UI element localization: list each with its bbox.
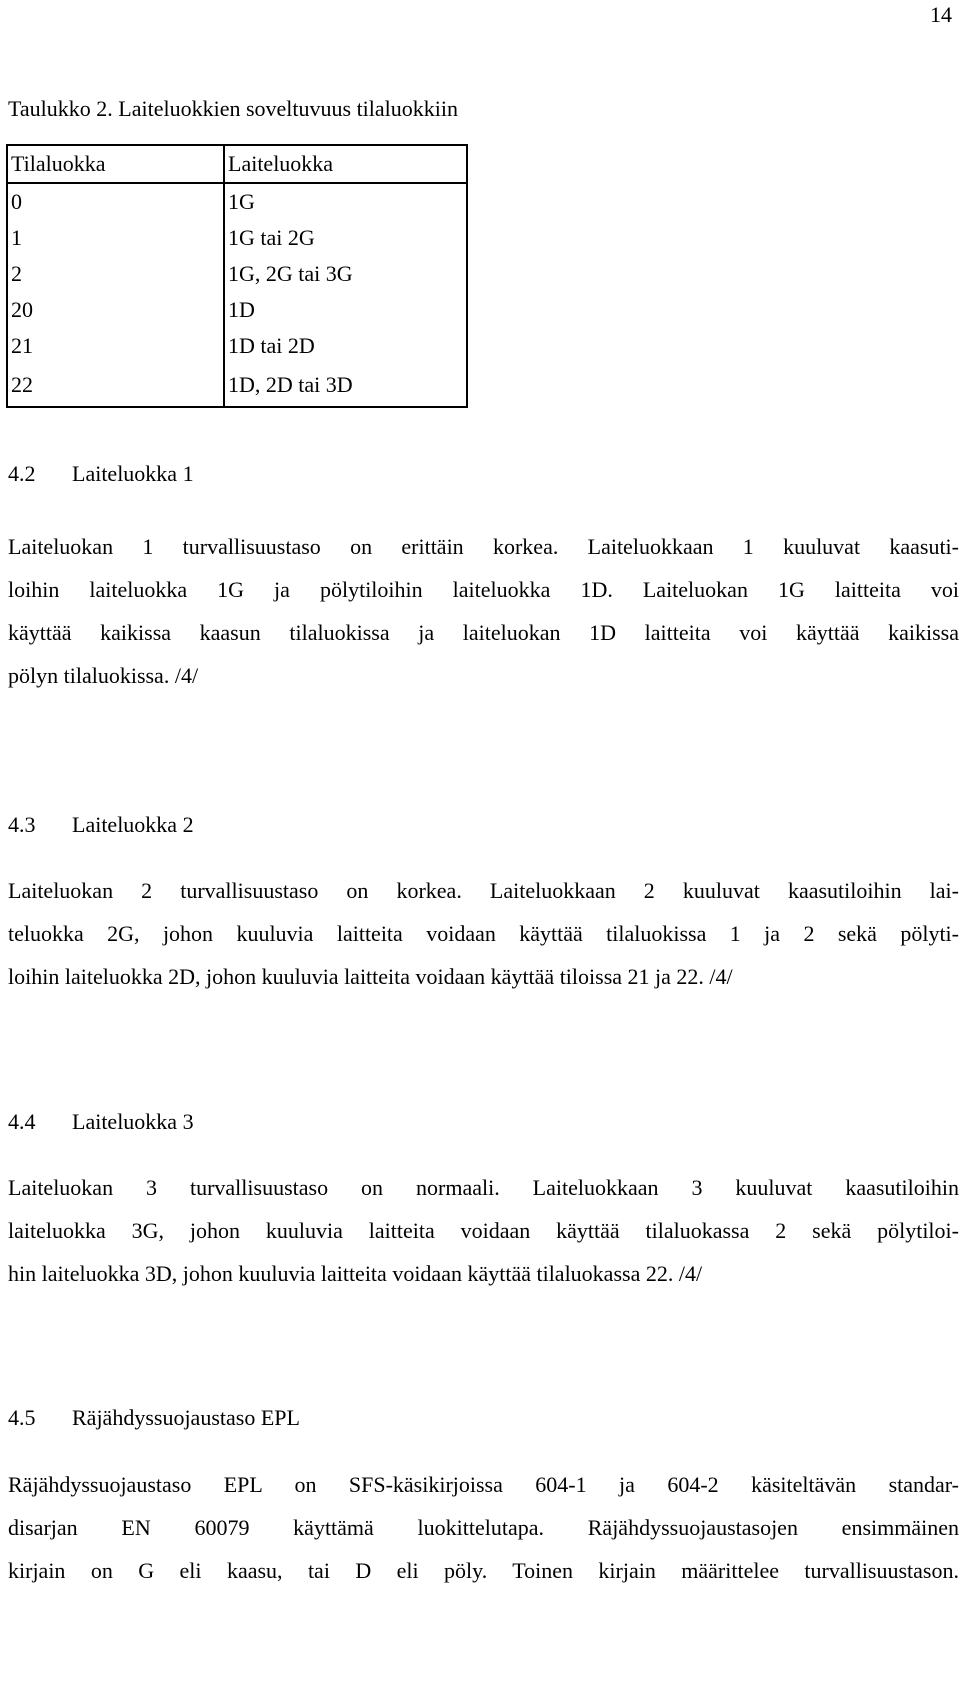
paragraph-line: hin laiteluokka 3D, johon kuuluvia laitteita voidaan käyttää tilaluokassa 22. /4/ [8,1261,703,1286]
table-row [7,183,467,220]
section-heading-4-2 [8,460,194,488]
paragraph-line: Räjähdyssuojaustaso EPL on SFS-käsikirjoissa 604-1 ja 604-2 käsiteltävän standar- [8,1472,959,1497]
table-row [7,292,467,328]
table-cell: 1D [228,297,255,322]
table-row [7,220,467,256]
table-header-row [7,145,467,183]
table-caption: Taulukko 2. Laiteluokkien soveltuvuus tilaluokkiin [8,96,459,121]
page-number: 14 [930,2,952,27]
section-heading-4-3 [8,811,194,839]
section-number: 4.4 [8,1109,36,1134]
table-header-cell: Tilaluokka [7,145,224,183]
table-row [7,328,467,364]
section-paragraph-4-3 [8,869,959,998]
section-heading-4-5 [8,1404,300,1432]
paragraph-line: kirjain on G eli kaasu, tai D eli pöly. Toinen kirjain määrittelee turvallisuustason. [8,1558,959,1583]
section-number: 4.2 [8,461,36,486]
paragraph-line: teluokka 2G, johon kuuluvia laitteita voidaan käyttää tilaluokissa 1 ja 2 sekä pölyti- [8,921,959,946]
table-header-cell: Laiteluokka [224,145,467,183]
section-paragraph-4-4 [8,1166,959,1295]
table-row [7,256,467,292]
table-cell: 1G tai 2G [228,225,315,250]
section-title: Räjähdyssuojaustaso EPL [72,1405,300,1430]
table-cell: 1G [228,189,255,214]
paragraph-line: loihin laiteluokka 1G ja pölytiloihin laiteluokka 1D. Laiteluokan 1G laitteita voi [8,577,959,602]
paragraph-line: Laiteluokan 1 turvallisuustaso on erittäin korkea. Laiteluokkaan 1 kuuluvat kaasuti- [8,534,959,559]
section-title: Laiteluokka 3 [72,1109,194,1134]
table-cell: 20 [7,292,224,328]
paragraph-line: Laiteluokan 2 turvallisuustaso on korkea. Laiteluokkaan 2 kuuluvat kaasutiloihin lai- [8,878,959,903]
section-title: Laiteluokka 2 [72,812,194,837]
section-heading-4-4 [8,1108,194,1136]
section-paragraph-4-2 [8,525,959,697]
table-cell: 1G, 2G tai 3G [228,261,353,286]
paragraph-line: Laiteluokan 3 turvallisuustaso on normaali. Laiteluokkaan 3 kuuluvat kaasutiloihin [8,1175,959,1200]
section-title: Laiteluokka 1 [72,461,194,486]
table-cell: 1 [7,220,224,256]
section-number: 4.5 [8,1405,36,1430]
paragraph-line: käyttää kaikissa kaasun tilaluokissa ja laiteluokan 1D laitteita voi käyttää kaikissa [8,620,959,645]
table-cell: 22 [7,364,224,407]
paragraph-line: loihin laiteluokka 2D, johon kuuluvia laitteita voidaan käyttää tiloissa 21 ja 22. /4/ [8,964,733,989]
table-cell: 1D, 2D tai 3D [228,372,353,397]
section-number: 4.3 [8,812,36,837]
table-cell: 21 [7,328,224,364]
section-paragraph-4-5 [8,1463,959,1592]
paragraph-line: pölyn tilaluokissa. /4/ [8,663,199,688]
table-cell: 0 [7,183,224,220]
table-cell: 1D tai 2D [228,333,315,358]
class-table [6,144,468,408]
table-row [7,364,467,407]
paragraph-line: laiteluokka 3G, johon kuuluvia laitteita voidaan käyttää tilaluokassa 2 sekä pölytiloi- [8,1218,959,1243]
paragraph-line: disarjan EN 60079 käyttämä luokittelutapa. Räjähdyssuojaustasojen ensimmäinen [8,1515,959,1540]
table-cell: 2 [7,256,224,292]
